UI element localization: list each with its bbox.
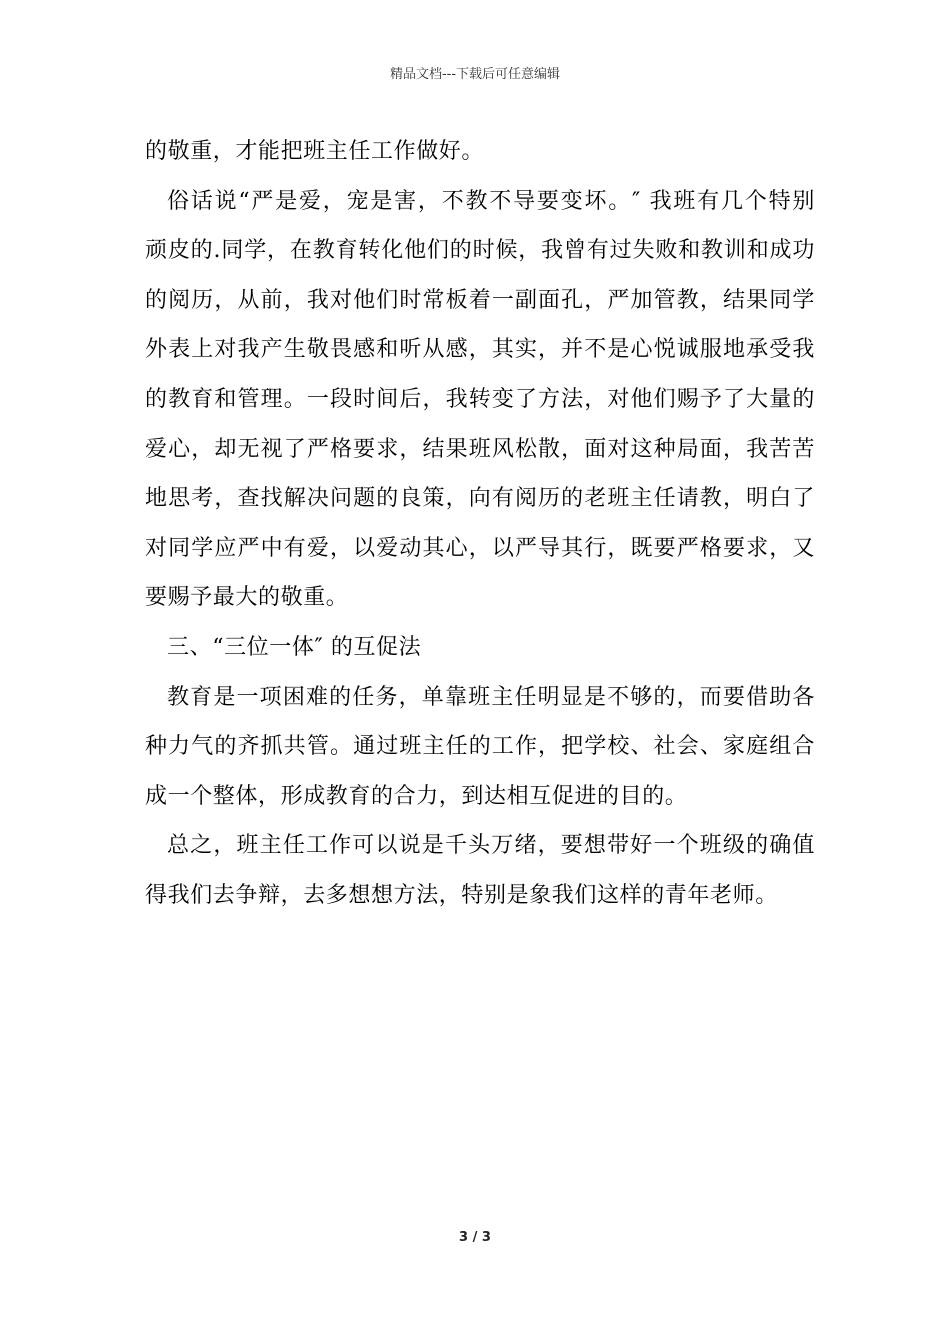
text-line: 的教育和管理。一段时间后，我转变了方法，对他们赐予了大量的 (145, 386, 815, 412)
heading-text: 三、“三位一体″ 的互促法 (167, 634, 422, 660)
text-line: 外表上对我产生敬畏感和听从感，其实，并不是心悦诚服地承受我 (145, 337, 815, 363)
text-line: 要赐予最大的敬重。 (145, 585, 349, 611)
paragraph-1 (145, 127, 815, 177)
text-line: 种力气的齐抓共管。通过班主任的工作，把学校、社会、家庭组合 (145, 734, 815, 760)
text-line: 对同学应严中有爱，以爱动其心，以严导其行，既要严格要求，又 (145, 535, 815, 561)
paragraph-4 (145, 821, 815, 920)
paragraph-2 (145, 177, 815, 623)
text-line: 俗话说“严是爱，宠是害，不教不导要变坏。″ 我班有几个特别 (167, 188, 815, 214)
page-header: 精品文档---下载后可任意编辑 (389, 67, 561, 82)
text-line: 顽皮的.同学，在教育转化他们的时候，我曾有过失败和教训和成功 (145, 238, 815, 264)
text-line: 教育是一项困难的任务，单靠班主任明显是不够的，而要借助各 (167, 684, 815, 710)
text-line: 的阅历，从前，我对他们时常板着一副面孔，严加管教，结果同学 (145, 287, 815, 313)
text-line: 爱心，却无视了严格要求，结果班风松散，面对这种局面，我苦苦 (145, 436, 815, 462)
text-line: 得我们去争辩，去多想想方法，特别是象我们这样的青年老师。 (145, 882, 778, 908)
page-number: 3 / 3 (459, 1230, 491, 1245)
document-body (145, 127, 815, 921)
section-heading-3 (145, 623, 815, 673)
text-line: 地思考，查找解决问题的良策，向有阅历的老班主任请教，明白了 (145, 486, 815, 512)
text-line: 的敬重，才能把班主任工作做好。 (145, 139, 485, 164)
text-line: 总之，班主任工作可以说是千头万绪，要想带好一个班级的确值 (167, 833, 815, 859)
paragraph-3 (145, 673, 815, 822)
text-line: 成一个整体，形成教育的合力，到达相互促进的目的。 (145, 783, 688, 809)
